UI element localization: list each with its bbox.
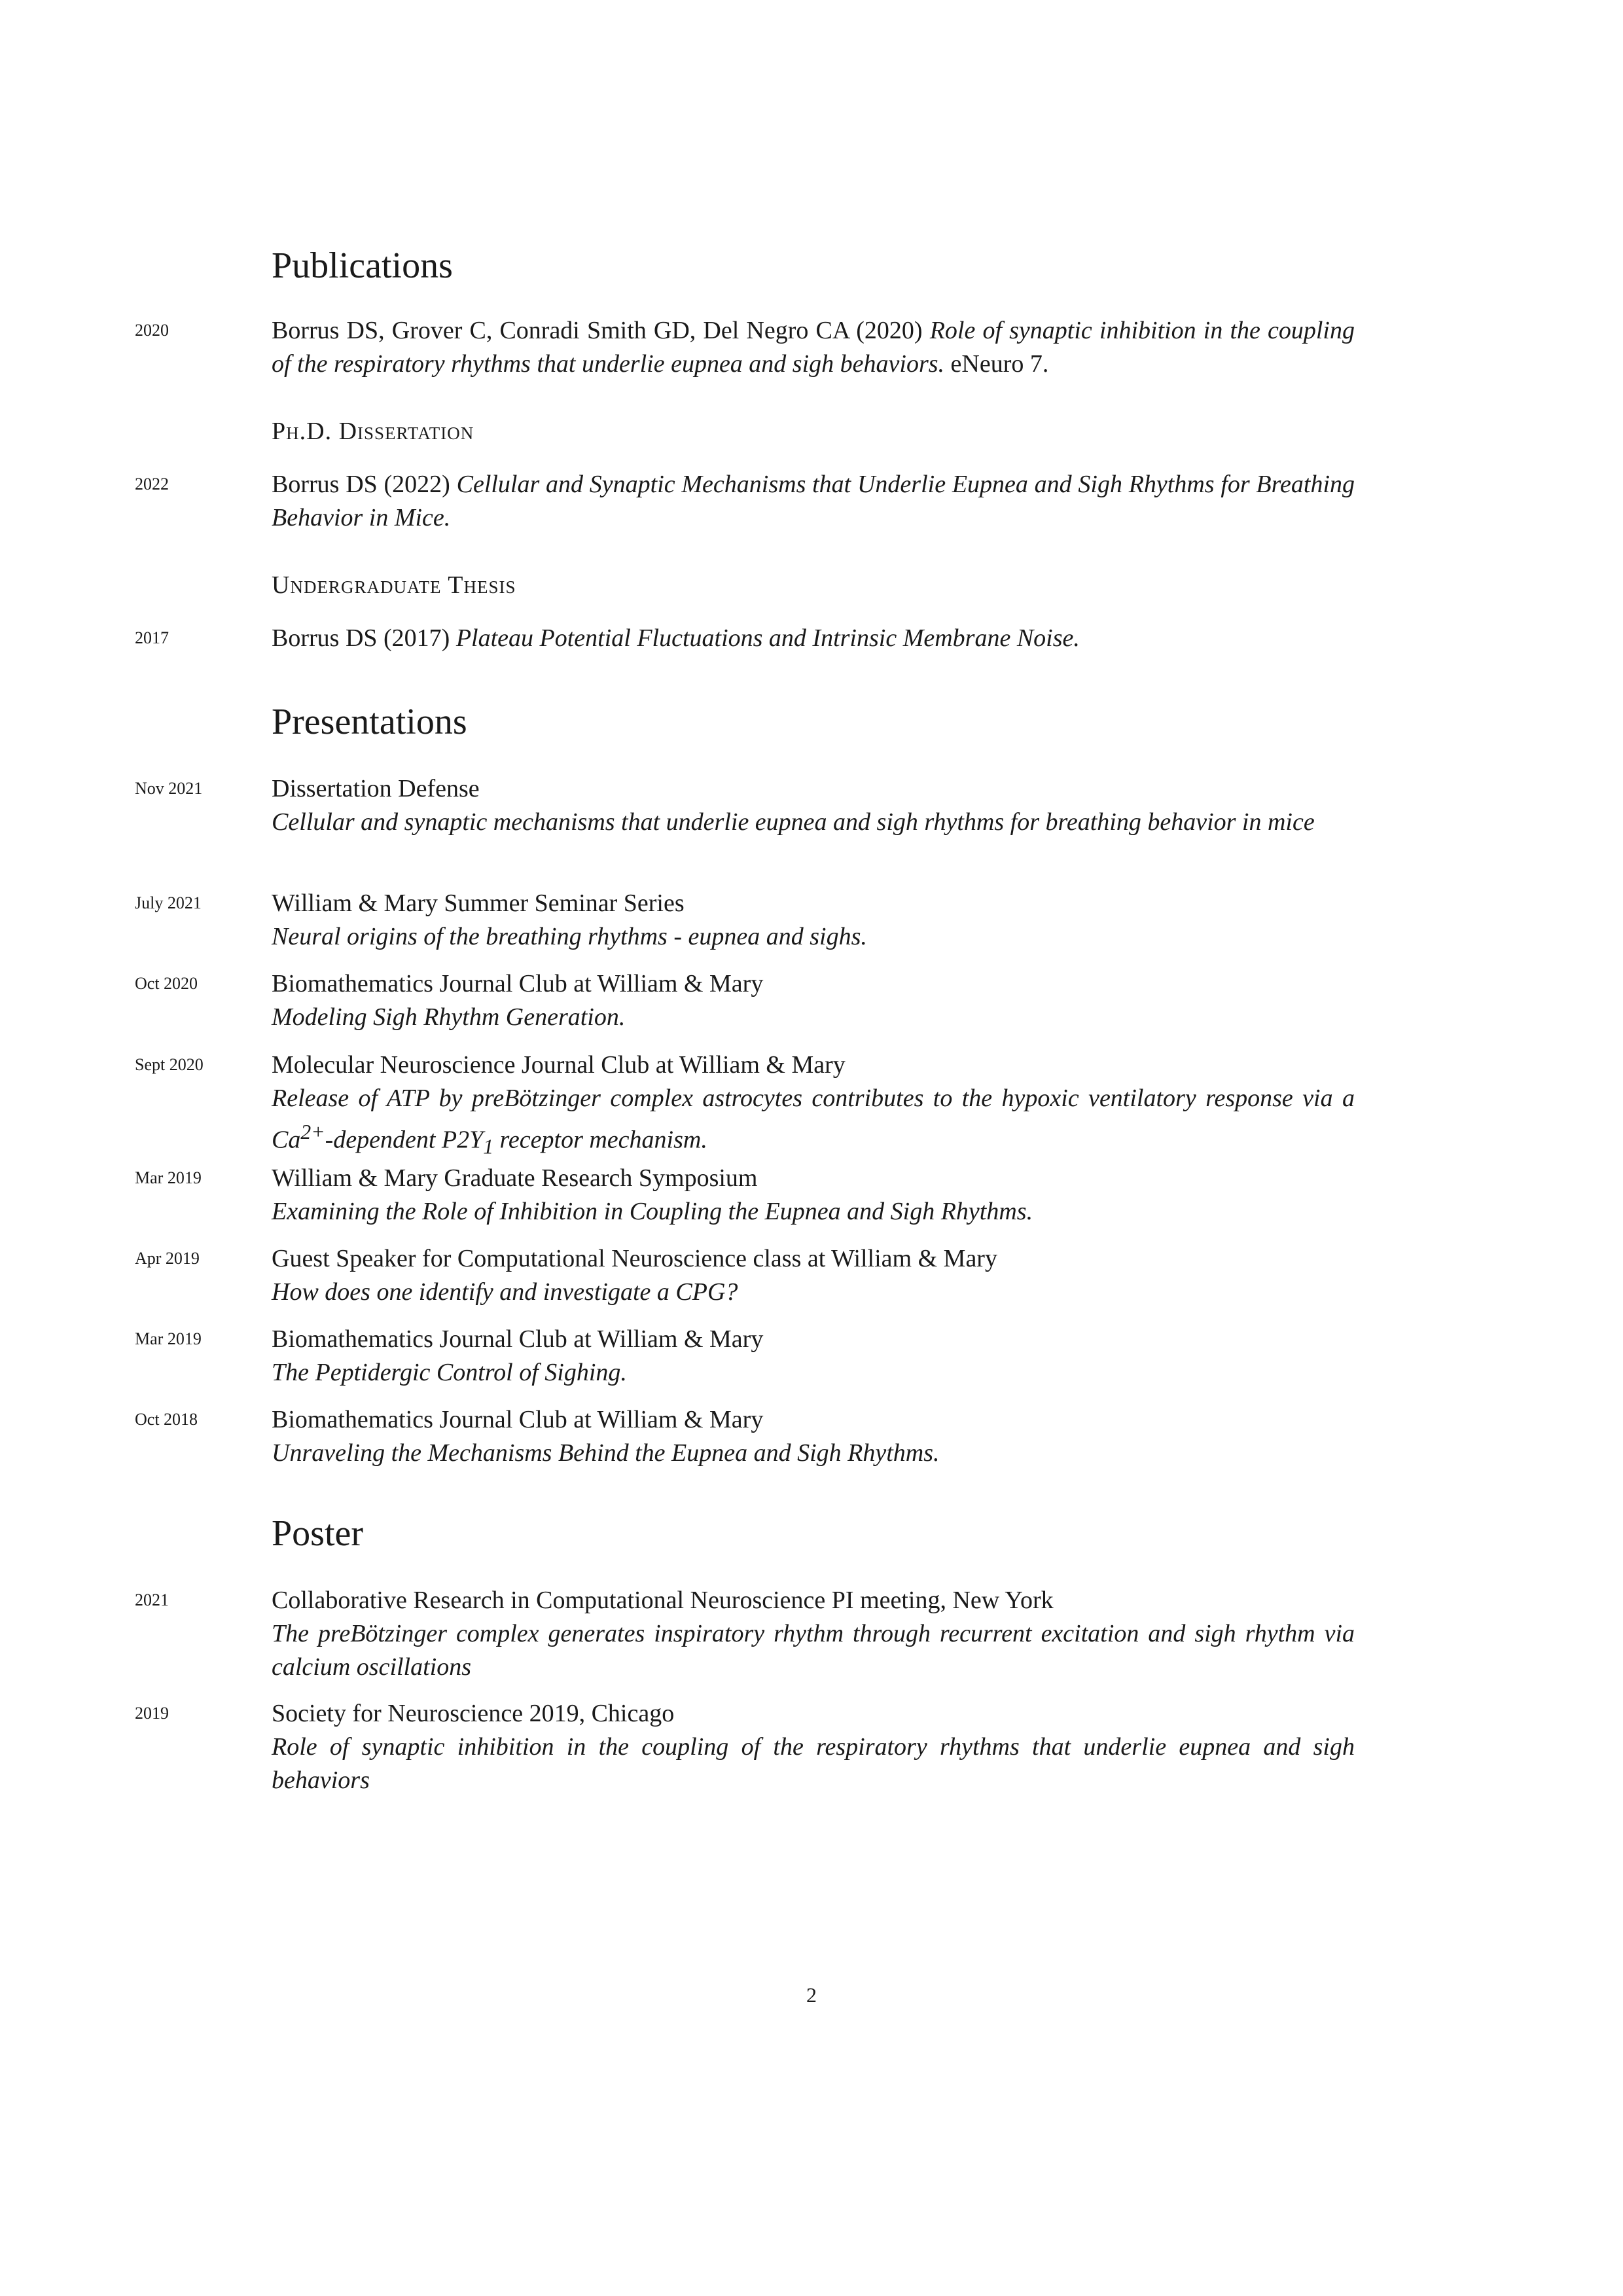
presentation-talk: Neural origins of the breathing rhythms - eupnea and sighs. <box>272 923 867 950</box>
poster-text <box>272 1584 1355 1684</box>
presentation-event: Biomathematics Journal Club at William & Mary <box>272 1325 764 1353</box>
presentation-text <box>272 1403 1355 1470</box>
page-number: 2 <box>806 1983 817 2007</box>
presentation-event: Guest Speaker for Computational Neuroscience class at William & Mary <box>272 1245 997 1272</box>
presentation-talk: Examining the Role of Inhibition in Coupling the Eupnea and Sigh Rhythms. <box>272 1198 1033 1225</box>
presentation-date: July 2021 <box>135 893 202 912</box>
publication-venue: eNeuro 7. <box>950 350 1049 378</box>
presentation-talk-part1: Release of ATP by preBötzinger complex astrocytes contributes to the hypoxic ventilatory response <box>272 1085 1293 1112</box>
presentation-talk: Cellular and synaptic mechanisms that underlie eupnea and sigh rhythms for breathing behavior in mice <box>272 808 1315 836</box>
presentation-talk-post: receptor mechanism. <box>493 1126 707 1154</box>
poster-heading: Poster <box>272 1513 363 1554</box>
presentation-date: Oct 2018 <box>135 1410 198 1429</box>
dissertation-title: Cellular and Synaptic Mechanisms that Underlie Eupnea and Sigh Rhythms for Breathing Behavior in Mice. <box>272 471 1355 531</box>
dissertation-date: 2022 <box>135 475 169 493</box>
calcium-charge: 2+ <box>300 1121 325 1143</box>
presentation-talk-pre: via a Ca <box>272 1085 1355 1154</box>
poster-event: Collaborative Research in Computational Neuroscience PI meeting, New York <box>272 1587 1054 1614</box>
presentation-talk: Modeling Sigh Rhythm Generation. <box>272 1003 626 1031</box>
presentation-talk <box>272 1082 1355 1163</box>
presentation-event: Biomathematics Journal Club at William & Mary <box>272 970 764 997</box>
presentation-talk: Unraveling the Mechanisms Behind the Eupnea and Sigh Rhythms. <box>272 1439 940 1467</box>
thesis-heading: Undergraduate Thesis <box>272 571 516 599</box>
presentation-event: William & Mary Graduate Research Symposium <box>272 1164 758 1192</box>
dissertation-heading: Ph.D. Dissertation <box>272 418 474 445</box>
publication-title: Role of synaptic inhibition in the coupling of the respiratory rhythms that underlie eupnea and sigh behaviors. <box>272 317 1355 378</box>
publication-authors: Borrus DS, Grover C, Conradi Smith GD, Del Negro CA (2020) <box>272 317 923 344</box>
presentation-text <box>272 772 1355 839</box>
dissertation-citation <box>272 468 1355 535</box>
presentation-date: Oct 2020 <box>135 974 198 993</box>
presentation-text <box>272 887 1355 954</box>
presentation-date: Mar 2019 <box>135 1168 202 1187</box>
dissertation-authors: Borrus DS (2022) <box>272 471 450 498</box>
presentation-talk: The Peptidergic Control of Sighing. <box>272 1359 627 1386</box>
thesis-date: 2017 <box>135 628 169 647</box>
thesis-title: Plateau Potential Fluctuations and Intrinsic Membrane Noise. <box>455 624 1080 652</box>
presentation-text <box>272 1323 1355 1390</box>
presentation-text <box>272 1242 1355 1309</box>
thesis-citation <box>272 622 1355 655</box>
presentation-date: Apr 2019 <box>135 1249 200 1268</box>
poster-date: 2019 <box>135 1704 169 1723</box>
presentation-event: Molecular Neuroscience Journal Club at William & Mary <box>272 1051 846 1079</box>
publication-date: 2020 <box>135 321 169 340</box>
presentation-date: Nov 2021 <box>135 779 203 798</box>
presentation-text <box>272 1049 1355 1163</box>
poster-title: The preBötzinger complex generates inspiratory rhythm through recurrent excitation and sigh rhythm via calcium oscillations <box>272 1620 1355 1681</box>
presentation-date: Sept 2020 <box>135 1055 204 1074</box>
publication-citation <box>272 314 1355 381</box>
presentation-event: William & Mary Summer Seminar Series <box>272 889 685 917</box>
poster-text <box>272 1697 1355 1797</box>
thesis-authors: Borrus DS (2017) <box>272 624 450 652</box>
presentation-talk-mid: -dependent P2Y <box>325 1126 484 1154</box>
publications-heading: Publications <box>272 245 453 286</box>
poster-date: 2021 <box>135 1590 169 1609</box>
presentation-talk: How does one identify and investigate a CPG? <box>272 1278 738 1306</box>
presentations-heading: Presentations <box>272 702 467 742</box>
presentation-text <box>272 967 1355 1034</box>
presentation-date: Mar 2019 <box>135 1329 202 1348</box>
presentation-event: Biomathematics Journal Club at William & Mary <box>272 1406 764 1433</box>
poster-title: Role of synaptic inhibition in the coupling of the respiratory rhythms that underlie eupnea and sigh behaviors <box>272 1733 1355 1794</box>
receptor-subscript: 1 <box>483 1135 494 1158</box>
presentation-event: Dissertation Defense <box>272 775 480 802</box>
presentation-text <box>272 1162 1355 1229</box>
poster-event: Society for Neuroscience 2019, Chicago <box>272 1700 675 1727</box>
